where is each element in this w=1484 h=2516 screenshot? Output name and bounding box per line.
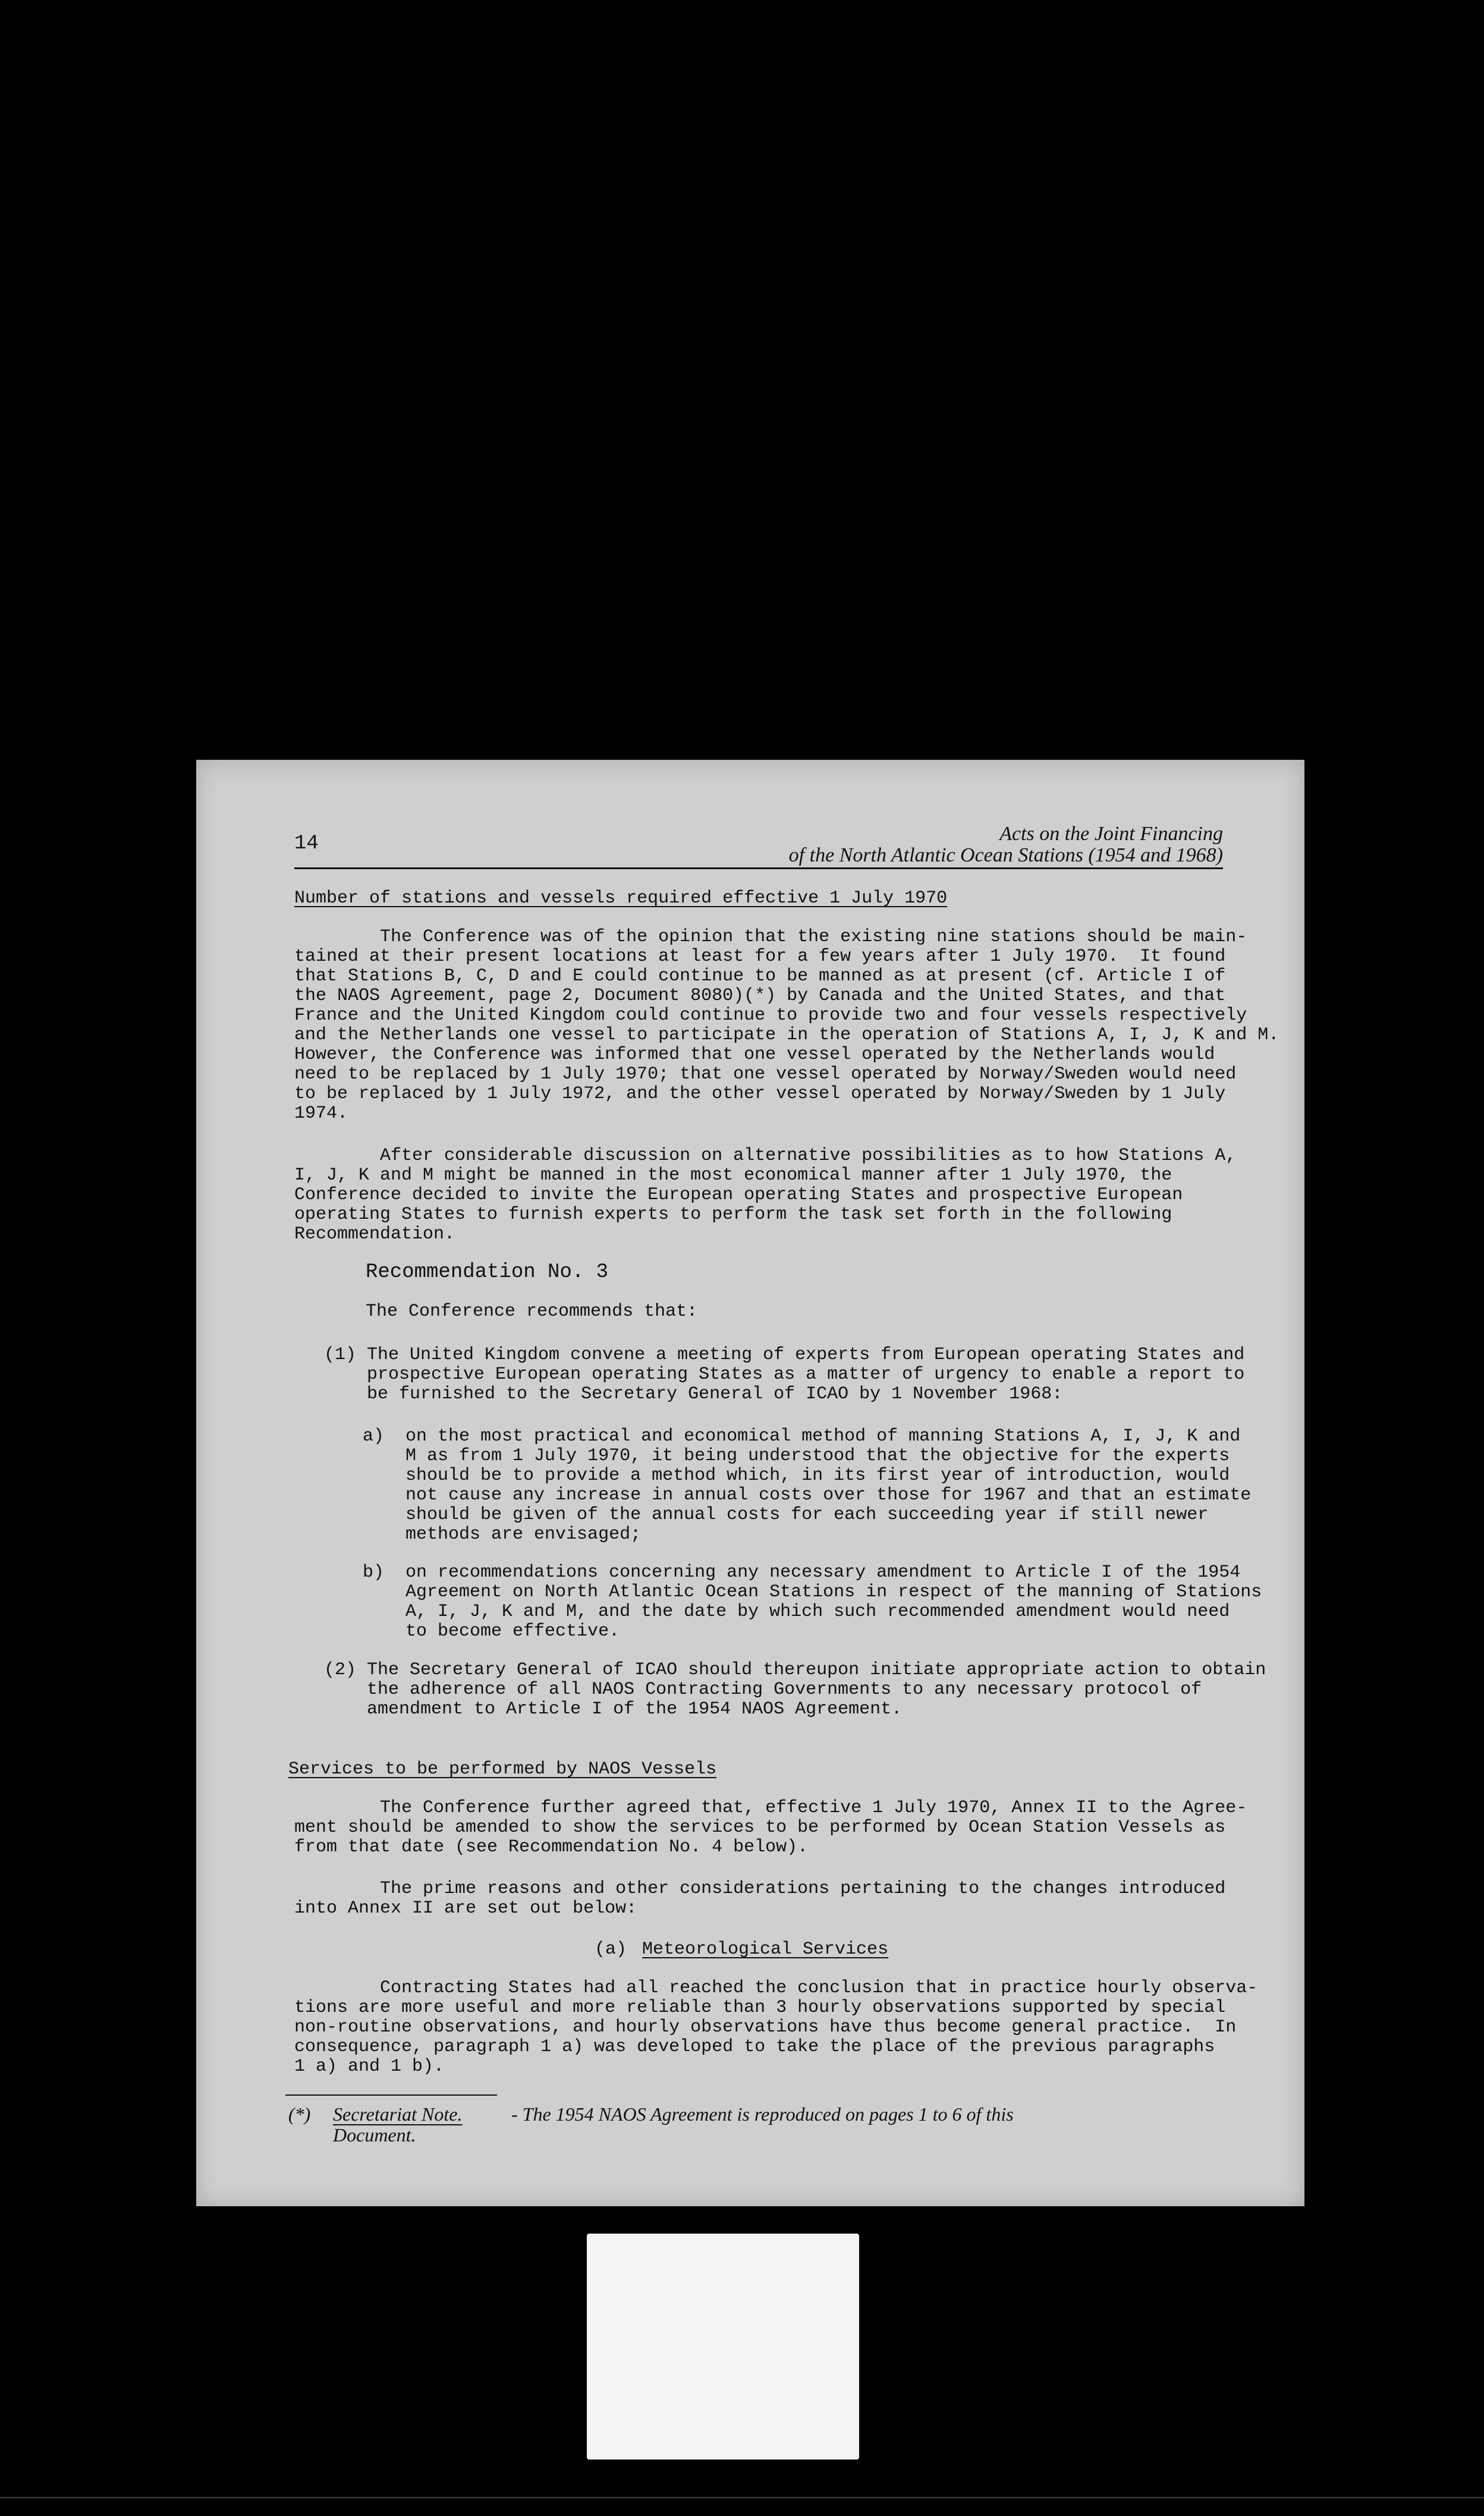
blank-target-card	[587, 2234, 859, 2460]
paragraph-services-reasons: The prime reasons and other considerations pertaining to the changes introduced into Annex II are set out below:	[294, 1879, 1226, 1919]
section-heading-services: Services to be performed by NAOS Vessels	[288, 1759, 717, 1779]
recommendation-title: Recommendation No. 3	[366, 1261, 609, 1284]
footnote-label: Secretariat Note.	[333, 2103, 463, 2125]
recommendation-item-1a: a) on the most practical and economical method of manning Stations A, I, J, K and M as from 1 July 1970, it being understood that the objective for the experts should be to provide a method which, in its first year of introduction, would not cause any increase in annual costs over those for 1967 and that an estimate should be given of the annual costs for each succeeding year if still newer methods are envisaged;	[363, 1426, 1252, 1545]
recommendation-item-1: (1) The United Kingdom convene a meeting of experts from European operating States and prospective European operating States as a matter of urgency to enable a report to be furnished to the Secretary General of ICAO by 1 November 1968:	[324, 1345, 1245, 1404]
page-number: 14	[294, 832, 319, 855]
section-heading-stations: Number of stations and vessels required effective 1 July 1970	[294, 888, 948, 908]
subsection-heading-meteorological: Meteorological Services	[642, 1939, 889, 1960]
film-edge-line	[0, 2497, 1484, 2498]
paragraph-services-agreed: The Conference further agreed that, effective 1 July 1970, Annex II to the Agree- ment should be amended to show the services to be performed by Ocean Station Vessels as from that date (see Recommendation No. 4 below).	[294, 1798, 1247, 1857]
header-rule	[294, 867, 1223, 869]
recommendation-item-2: (2) The Secretary General of ICAO should thereupon initiate appropriate action to obtain the adherence of all NAOS Contracting Governments to any necessary protocol of amendment to Article I of the 1954 NAOS Agreement.	[324, 1660, 1266, 1719]
footnote-mark: (*)	[288, 2103, 311, 2125]
running-title-line2: of the North Atlantic Ocean Stations (1954 and 1968)	[788, 844, 1223, 866]
paragraph-stations-discussion: After considerable discussion on alternative possibilities as to how Stations A, I, J, K and M might be manned in the most economical manner after 1 July 1970, the Conference decided to invite the European operating States and prospective European operating States to furnish experts to perform the task set forth in the following Recommendation.	[294, 1146, 1237, 1244]
footnote-text: - The 1954 NAOS Agreement is reproduced on pages 1 to 6 of this	[511, 2103, 1014, 2125]
recommendation-item-1b: b) on recommendations concerning any necessary amendment to Article I of the 1954 Agreement on North Atlantic Ocean Stations in respect of the manning of Stations A, I, J, K and M, and the date by which such recommended amendment would need to become effective.	[363, 1562, 1262, 1641]
footnote-text-continued: Document.	[333, 2124, 416, 2146]
document-page	[196, 760, 1304, 2206]
subsection-label: (a)	[595, 1939, 627, 1960]
running-title-line1: Acts on the Joint Financing	[999, 823, 1223, 845]
recommendation-intro: The Conference recommends that:	[366, 1301, 698, 1322]
paragraph-meteorological: Contracting States had all reached the conclusion that in practice hourly observa- tions are more useful and more reliable than 3 hourly observations supported by special non-routine observations, and hourly observations have thus become general practice. In consequence, paragraph 1 a) was developed to take the place of the previous paragraphs 1 a) and 1 b).	[294, 1978, 1258, 2077]
footnote-rule	[285, 2094, 497, 2096]
paragraph-stations-opinion: The Conference was of the opinion that the existing nine stations should be main- tained at their present locations at least for a few years after 1 July 1970. It found that Stations B, C, D and E could continue to be manned as at present (cf. Article I of the NAOS Agreement, page 2, Document 8080)(*) by Canada and the United States, and that France and the United Kingdom could continue to provide two and four vessels respectively and the Netherlands one vessel to participate in the operation of Stations A, I, J, K and M. However, the Conference was informed that one vessel operated by the Netherlands would need to be replaced by 1 July 1970; that one vessel operated by Norway/Sweden would need to be replaced by 1 July 1972, and the other vessel operated by Norway/Sweden by 1 July 1974.	[294, 927, 1279, 1124]
